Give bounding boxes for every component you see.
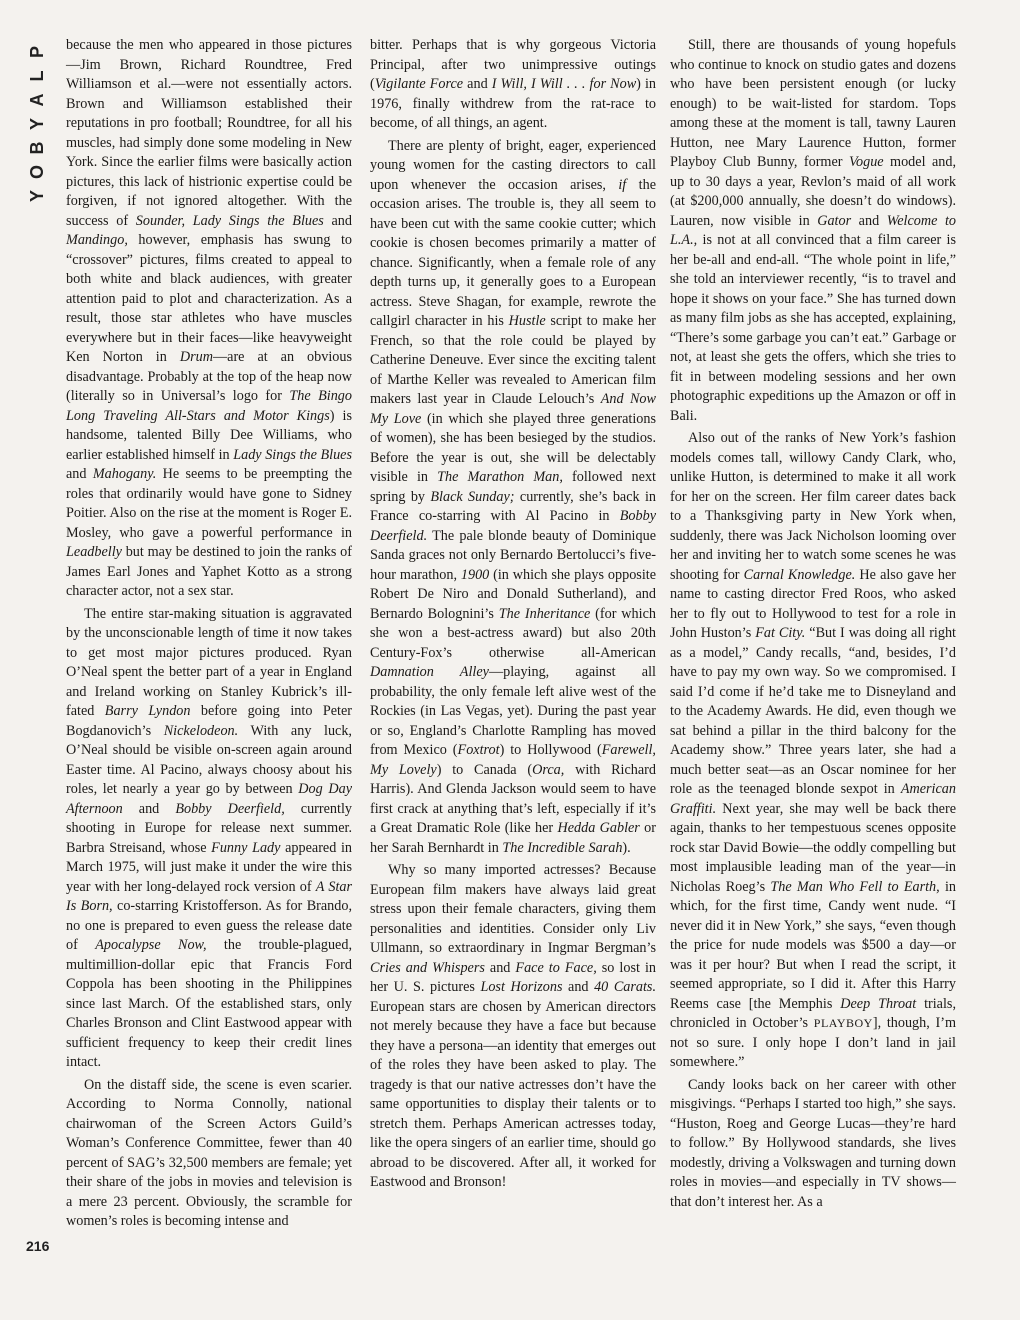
masthead-letter: Y [27, 190, 47, 203]
italic-text: Mandingo, [66, 232, 128, 248]
text-run: —are at an obvious disadvantage. Probably at the top of the heap now (literally so in Universal’s logo for [66, 349, 352, 404]
paragraph [670, 1076, 956, 1213]
italic-text: Deep Throat [840, 995, 917, 1012]
text-run: (in which she played three generations of women), she has been besieged by the studios. Before the year is out, she will be delectably visible in [370, 410, 656, 485]
text-run: and [484, 959, 516, 976]
text-run: currently shooting in Europe for release next summer. Barbra Streisand, whose [66, 800, 352, 856]
text-run: Candy looks back on her career with other misgivings. “Perhaps I started too high,” she says. “Huston, Roeg and George Lucas—they’re hard to follow.” By Hollywood standards, she lives modestly, driving a Volkswagen and turning down roles in movies—and especially in TV shows—that don’t interest her. As a [670, 1076, 956, 1210]
italic-text: American Graffiti. [670, 781, 956, 817]
italic-text: 40 Carats. [594, 979, 656, 995]
article-column-1 [66, 36, 352, 1235]
text-run: but may be destined to join the ranks of James Earl Jones and Yaphet Kotto as a strong character actor, not a sex star. [66, 544, 352, 599]
text-run: the occasion arises. The trouble is, they all seem to have been cut with the same cookie cutter; which cookie is chosen becomes primarily a matter of chance. Significantly, when a female role of any depth turns up, it generally goes to a European actress. Steve Shagan, for example, rewrote the callgirl character in his [370, 176, 656, 329]
article-column-2 [370, 36, 656, 1196]
text-run: “But I was doing all right as a model,” Candy recalls, “and, besides, I’d have to pay my own way. So we compromised. I said I’d come if he’d take me to Disneyland and to the Academy Awards. He did, even though we sat behind a pillar in the third balcony for the Academy show.” Three years later, she had a much better seat—as an Oscar nominee for her role as the teenaged blonde sexpot in [670, 625, 956, 797]
text-run: because the men who appeared in those pictures—Jim Brown, Richard Roundtree, Fred Williamson et al.—were not essentially actors. Brown and Williamson established their reputations in pro football; Roundtree, for all his muscles, had simply done some modeling in New York. Since the earlier films were basically action pictures, this lack of histrionic expertise could be forgiven, if not ignored altogether. With the success of [66, 37, 352, 229]
italic-text: Gator [817, 212, 852, 229]
text-run: before going into Peter Bogdanovich’s [66, 703, 352, 739]
italic-text: Bobby Deerfield. [370, 508, 656, 544]
italic-text: Face to Face, [515, 959, 597, 976]
masthead-letter: P [27, 46, 47, 59]
text-run: so lost in her U. S. pictures [370, 959, 656, 995]
text-run: in which, for the first time, Candy went nude. “I never did it in New York,” she says, “even though the price for nude models was $500 a day—or was it per hour? But when I read the script, it seemed appropriate, so I did it. After this Harry Reems case [the Memphis [670, 878, 956, 1012]
italic-text: Leadbelly [66, 544, 122, 560]
italic-text: The Inheritance [498, 605, 591, 622]
text-run: script to make her French, so that the role could be played by Catherine Deneuve. Ever since the exciting talent of Marthe Keller was revealed to American film makers last year in Claude Lelouch’s [370, 313, 656, 407]
italic-text: And Now My Love [370, 391, 656, 427]
text-run: is not at all convinced that a film career is her be-all and end-all. “The whole point in life,” she told an interviewer recently, “is to travel and hope it shows on your face.” She has turned down as many film jobs as she has accepted, explaining, “There’s some garbage you can’t eat.” Garbage or not, at least she gets the offers, which she tries to fit in between modeling sessions and her own photographic expeditions up the Amazon or off in Bali. [670, 232, 956, 424]
italic-text: Dog Day Afternoon [66, 781, 352, 817]
text-run: or her Sarah Bernhardt in [370, 820, 656, 856]
masthead-letter: L [27, 70, 47, 82]
italic-text: Sounder, Lady Sings the Blues [135, 212, 324, 229]
text-run: European stars are chosen by American directors not merely because they have a face but because they have a persona—an identity that emerges out of the roles they have been asked to play. The tragedy is that our native actresses don’t have the same opportunities to display their talents or to stretch them. Perhaps American actresses today, like the opera singers of an earlier time, should go abroad to be discovered. After all, it worked for Eastwood and Bronson! [370, 998, 656, 1190]
text-run: Next year, she may well be back there again, thanks to her tempestuous scenes opposite rock star David Bowie—the oddly compelling but most implausible leading man of the year—in Nicholas Roeg’s [670, 800, 956, 895]
italic-text: Damnation Alley [370, 664, 489, 680]
text-run: and [463, 76, 492, 92]
paragraph [370, 861, 656, 1193]
text-run: The entire star-making situation is aggravated by the unconscionable length of time it now takes to get most major pictures produced. Ryan O’Neal spent the better part of a year in England and Ireland working on Stanley Kubrick’s ill-fated [66, 605, 352, 719]
italic-text: The Man Who Fell to Earth, [770, 878, 940, 895]
paragraph [66, 1076, 352, 1232]
italic-text: Lady Sings the Blues [233, 446, 352, 463]
text-run: (for which she won a best-actress award) but also 20th Century-Fox’s otherwise all-American [370, 605, 656, 661]
italic-text: The Incredible Sarah [502, 839, 623, 856]
text-run: On the distaff side, the scene is even scarier. According to Norma Connolly, national chairwoman of the Screen Actors Guild’s Woman’s Conference Committee, fewer than 40 percent of SAG’s 32,500 members are female; yet their share of the jobs in movies and television is a mere 23 percent. Obviously, the scramble for women’s roles is becoming intense and [66, 1076, 352, 1229]
text-run: co-starring Kristofferson. As for Brando, no one is prepared to even guess the release date of [66, 898, 353, 953]
text-run: He also gave her name to casting director Fred Roos, who asked her to fly out to Hollywood to test for a role in John Huston’s [670, 566, 957, 641]
text-run: model and, up to 30 days a year, Revlon’s maid of all work (at $200,000 annually, she doesn’t do windows). Lauren, now visible in [670, 154, 956, 229]
italic-text: Drum [179, 349, 213, 365]
text-run: Also out of the ranks of New York’s fashion models comes tall, willowy Candy Clark, who, unlike Hutton, is determined to make it all work for her on the screen. Her film career dates back to a Thanksgiving party in New York when, suddenly, there was Jack Nicholson looming over her and inviting her to watch some scenes he was shooting for [670, 430, 956, 583]
text-run: and [122, 800, 176, 817]
text-run: however, emphasis has swung to “crossover” pictures, films created to appeal to both white and black audiences, with greater attention paid to plot and characterization. As a result, those star athletes who have muscles everywhere but in their faces—like heavyweight Ken Norton in [66, 232, 352, 365]
text-run: and [851, 212, 887, 229]
italic-text: Vigilante Force [374, 76, 464, 92]
text-run: and [323, 212, 352, 229]
text-run: PLAYBOY [813, 1016, 873, 1030]
italic-text: Black Sunday; [430, 488, 515, 505]
text-run: the trouble-plagued, multimillion-dollar epic that Francis Ford Coppola has been shooting in the Philippines since last March. Of the established stars, only Charles Bronson and Clint Eastwood appear with sufficient frequency to keep their credit lines intact. [66, 937, 352, 1070]
italic-text: Mahogany. [92, 466, 157, 482]
italic-text: Cries and Whispers [370, 959, 485, 976]
text-run: bitter. Perhaps that is why gorgeous Victoria Principal, after two unimpressive outings ( [370, 37, 656, 92]
masthead-letter: Y [27, 118, 47, 131]
text-run: The pale blonde beauty of Dominique Sanda graces not only Bernardo Bertolucci’s five-hour marathon, [370, 527, 656, 583]
text-run: appeared in March 1975, will just make it under the wire this year with her long-delayed rock version of [66, 839, 352, 895]
text-run: ). [622, 839, 631, 856]
text-run: trials, chronicled in October’s [670, 995, 956, 1031]
paragraph [370, 36, 656, 134]
italic-text: Orca, [532, 761, 565, 778]
italic-text: Lost Horizons [480, 979, 563, 995]
italic-text: Nickelodeon. [163, 722, 239, 739]
italic-text: Welcome to L.A., [670, 212, 956, 248]
masthead-letter: A [27, 93, 47, 107]
italic-text: Fat City. [755, 625, 806, 641]
italic-text: 1900 [460, 566, 490, 583]
italic-text: Hedda Gabler [557, 820, 640, 836]
paragraph [670, 36, 956, 426]
italic-text: Funny Lady [211, 839, 281, 856]
italic-text: Bobby Deerfield, [175, 800, 285, 817]
paragraph [66, 36, 352, 602]
masthead-letter: B [27, 141, 47, 155]
text-run: There are plenty of bright, eager, experienced young women for the casting directors to call upon whenever the occasion arises, [370, 137, 656, 193]
italic-text: Carnal Knowledge. [743, 566, 856, 583]
text-run: Why so many imported actresses? Because European film makers have always laid great stress upon their female characters, giving them personalities and identities. Consider only Liv Ullmann, so extraordinary in Ingmar Bergman’s [370, 862, 656, 956]
text-run: He seems to be preempting the roles that ordinarily would have gone to Sidney Poitier. Also on the rise at the moment is Roger E. Mosley, who gave a powerful performance in [66, 466, 352, 541]
text-run: ) is handsome, talented Billy Dee Williams, who earlier established himself in [66, 407, 352, 463]
italic-text: Foxtrot [457, 742, 500, 758]
italic-text: The Marathon Man, [437, 469, 563, 485]
page-number: 216 [26, 1238, 50, 1254]
italic-text: Barry Lyndon [104, 703, 191, 719]
paragraph [670, 429, 956, 1073]
italic-text: Vogue [848, 154, 884, 170]
article-column-3 [670, 36, 956, 1215]
text-run: ) to Canada ( [436, 761, 533, 778]
italic-text: A Star Is Born, [66, 878, 353, 914]
text-run: Still, there are thousands of young hopefuls who continue to knock on studio gates and dozens who have been persistent enough (or lucky enough) to be wait-listed for stardom. Tops among these at the moment is tall, tawny Lauren Hutton, nee Mary Laurence Hutton, former Playboy Club Bunny, former [670, 37, 956, 170]
paragraph [370, 137, 656, 859]
italic-text: Apocalypse Now, [95, 937, 207, 953]
italic-text: Hustle [508, 313, 546, 329]
text-run: ) to Hollywood ( [499, 742, 602, 758]
italic-text: I Will, I Will . . . for Now [491, 76, 637, 92]
masthead [26, 40, 48, 208]
text-run: (in which she plays opposite Robert De Niro and Donald Sutherland), and Bernardo Bolognini’s [370, 566, 656, 622]
text-run: followed next spring by [370, 469, 656, 505]
italic-text: Farewell, My Lovely [370, 742, 656, 778]
masthead-letter: O [27, 165, 47, 180]
text-run: ) in 1976, finally withdrew from the rat-race to become, of all things, an agent. [370, 76, 656, 131]
text-run: ], though, I’m not so sure. I only hope I don’t land in jail somewhere.” [670, 1015, 957, 1070]
text-run: with Richard Harris). And Glenda Jackson would seem to have first crack at anything that’s left, especially if it’s a Great Dramatic Role (like her [370, 761, 656, 836]
text-run: With any luck, O’Neal should be visible on-screen again around Easter time. Al Pacino, always choosy about his roles, let nearly a year go by between [66, 722, 352, 797]
paragraph [66, 605, 352, 1073]
italic-text: The Bingo Long Traveling All-Stars and Motor Kings [66, 388, 352, 424]
text-run: and [562, 979, 595, 995]
text-run: —playing, against all probability, the only female left alive west of the Rockies (in Las Vegas, yet). During the past year or so, England’s Charlotte Rampling has moved from Mexico ( [370, 664, 656, 758]
text-run: and [66, 466, 93, 482]
italic-text: if [618, 176, 627, 193]
text-run: currently, she’s back in France co-starring with Al Pacino in [370, 488, 656, 524]
